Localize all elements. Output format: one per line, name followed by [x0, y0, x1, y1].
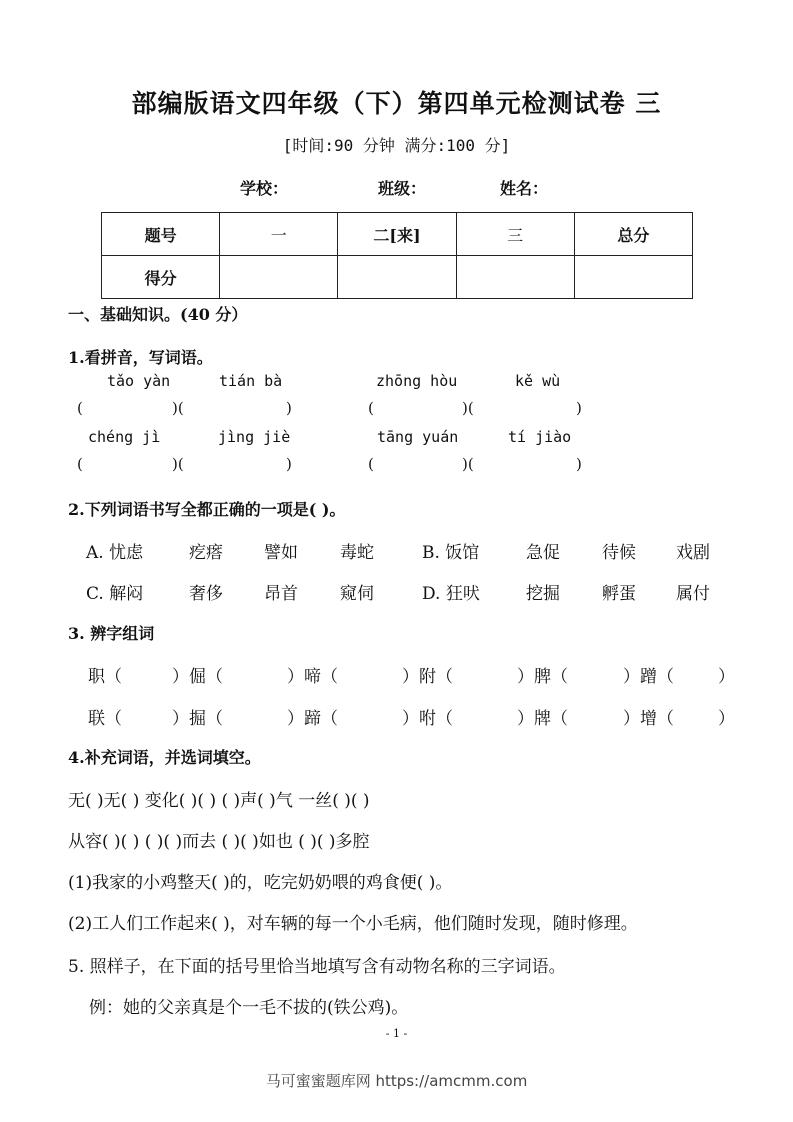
option-word: 奢侈: [189, 584, 223, 604]
question-1-title: 1.看拼音，写词语。: [68, 348, 213, 367]
char-group-cell: ）: [718, 709, 735, 729]
sentence-fill-line: (1)我家的小鸡整天( )的，吃完奶奶喂的鸡食便( )。: [68, 873, 453, 893]
section-heading: 一、基础知识。(40 分）: [68, 305, 248, 324]
answer-paren[interactable]: ): [286, 399, 292, 417]
char-group-cell: ）牌（: [517, 709, 568, 729]
option-word: 窥伺: [340, 584, 374, 604]
score-header-cell: 一: [220, 213, 338, 256]
answer-paren[interactable]: (: [368, 455, 374, 473]
answer-paren[interactable]: ): [576, 455, 582, 473]
page-title: 部编版语文四年级（下）第四单元检测试卷 三: [131, 89, 662, 118]
pinyin: zhōng hòu: [376, 372, 458, 390]
option-word: 毒蛇: [340, 543, 374, 563]
option-word: 急促: [526, 543, 560, 563]
class-label: 班级：: [378, 179, 427, 198]
option-word: 孵蛋: [602, 584, 636, 604]
answer-paren[interactable]: )(: [172, 399, 184, 417]
option-word: D. 狂吠: [422, 584, 480, 604]
pinyin: tǎo yàn: [107, 372, 171, 390]
char-group-cell: ）蹭（: [623, 667, 674, 687]
pinyin: kě wù: [515, 372, 561, 390]
option-word: 挖掘: [526, 584, 560, 604]
score-header-cell: 总分: [574, 213, 692, 256]
score-table-row: [102, 256, 693, 299]
score-header-cell: 三: [456, 213, 574, 256]
char-group-cell: ）脾（: [517, 667, 568, 687]
option-word: 待候: [602, 543, 636, 563]
char-group-cell: ）咐（: [402, 709, 453, 729]
char-group-cell: ）啼（: [287, 667, 338, 687]
score-blank-cell[interactable]: [574, 256, 692, 299]
option-word: 戏剧: [676, 543, 710, 563]
score-blank-cell[interactable]: [338, 256, 456, 299]
char-group-cell: ）附（: [402, 667, 453, 687]
option-word: A. 忧虑: [86, 543, 144, 563]
footer-watermark: 马可蜜蜜题库网 https://amcmm.com: [265, 1072, 528, 1090]
answer-paren[interactable]: ): [286, 455, 292, 473]
char-group-cell: ）增（: [623, 709, 674, 729]
score-header-cell: 题号: [102, 213, 220, 256]
question-5-title: 5. 照样子，在下面的括号里恰当地填写含有动物名称的三字词语。: [68, 957, 566, 977]
question-3-title: 3. 辨字组词: [68, 624, 155, 643]
answer-paren[interactable]: )(: [172, 455, 184, 473]
option-word: 昂首: [264, 584, 298, 604]
exam-time-score: [时间:90 分钟 满分:100 分]: [282, 136, 511, 155]
score-table: [101, 212, 693, 299]
char-group-cell: 职（: [88, 667, 122, 687]
pinyin: tāng yuán: [377, 428, 459, 446]
answer-paren[interactable]: )(: [462, 455, 474, 473]
idiom-fill-line: 从容( )( ) ( )( )而去 ( )( )如也 ( )( )多腔: [68, 832, 370, 852]
option-word: B. 饭馆: [422, 543, 480, 563]
sentence-fill-line: (2)工人们工作起来( )，对车辆的每一个小毛病，他们随时发现，随时修理。: [68, 914, 638, 934]
answer-paren[interactable]: )(: [462, 399, 474, 417]
example-sentence: 例：她的父亲真是个一毛不拔的(铁公鸡)。: [89, 998, 409, 1018]
pinyin: tián bà: [219, 372, 283, 390]
option-word: C. 解闷: [86, 584, 144, 604]
answer-paren[interactable]: ): [576, 399, 582, 417]
pinyin: tí jiào: [508, 428, 572, 446]
school-label: 学校：: [240, 179, 289, 198]
score-table-header-row: [102, 213, 693, 256]
char-group-cell: ）蹄（: [287, 709, 338, 729]
option-word: 属付: [676, 584, 710, 604]
answer-paren[interactable]: (: [368, 399, 374, 417]
score-blank-cell[interactable]: [456, 256, 574, 299]
pinyin: jìng jiè: [218, 428, 291, 446]
answer-paren[interactable]: (: [77, 399, 83, 417]
option-word: 譬如: [264, 543, 298, 563]
question-2-title: 2.下列词语书写全都正确的一项是( )。: [68, 500, 346, 519]
idiom-fill-line: 无( )无( ) 变化( )( ) ( )声( )气 一丝( )( ): [68, 791, 370, 811]
score-row-label: 得分: [102, 256, 220, 299]
page-number: - 1 -: [385, 1027, 408, 1040]
char-group-cell: 联（: [88, 709, 122, 729]
score-header-cell: 二[来]: [338, 213, 456, 256]
pinyin: chéng jì: [88, 428, 161, 446]
answer-paren[interactable]: (: [77, 455, 83, 473]
question-4-title: 4.补充词语，并选词填空。: [68, 748, 261, 767]
score-blank-cell[interactable]: [220, 256, 338, 299]
char-group-cell: ）掘（: [172, 709, 223, 729]
char-group-cell: ）: [718, 667, 735, 687]
name-label: 姓名：: [500, 179, 549, 198]
char-group-cell: ）倔（: [172, 667, 223, 687]
option-word: 疙瘩: [189, 543, 223, 563]
